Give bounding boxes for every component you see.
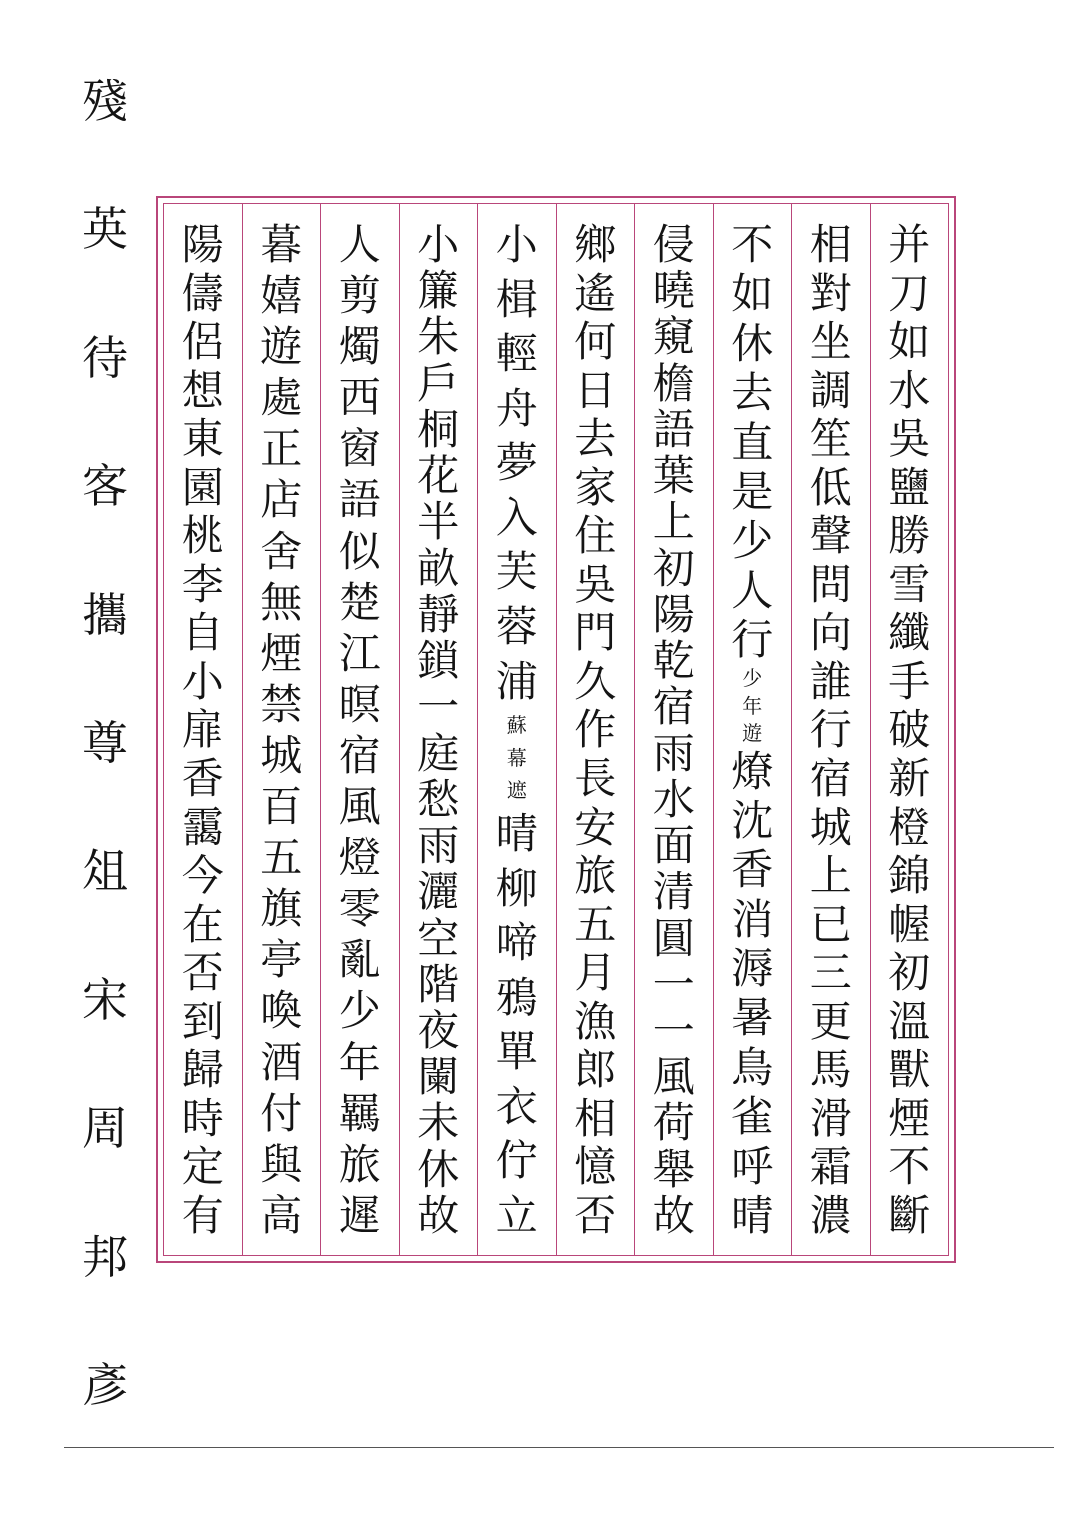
manuscript-column — [243, 204, 322, 1255]
poem-char: 歸 — [181, 1045, 224, 1095]
poem-char: 五 — [260, 833, 303, 883]
poem-char: 去 — [574, 414, 617, 464]
bottom-rule — [64, 1447, 1054, 1448]
annotation-char: 遊 — [742, 721, 763, 746]
manuscript-column — [478, 204, 557, 1255]
poem-char: 住 — [574, 511, 617, 561]
poem-char: 一 — [652, 959, 695, 1009]
poem-char: 笙 — [809, 414, 852, 464]
poem-char: 小 — [181, 656, 224, 706]
poem-char: 儔 — [181, 268, 224, 318]
poem-char: 亭 — [260, 935, 303, 985]
poem-char: 晴 — [731, 1190, 774, 1240]
poem-char: 燎 — [731, 746, 774, 796]
manuscript-column — [792, 204, 871, 1255]
poem-char: 獸 — [888, 1045, 931, 1095]
poem-char: 夜 — [417, 1005, 460, 1055]
poem-char: 半 — [417, 497, 460, 547]
poem-char: 休 — [731, 318, 774, 368]
poem-char: 舍 — [260, 526, 303, 576]
poem-char: 遙 — [574, 268, 617, 318]
poem-char: 晴 — [495, 808, 538, 858]
poem-char: 溽 — [731, 944, 774, 993]
poem-char: 無 — [260, 577, 303, 627]
manuscript-column — [871, 204, 949, 1255]
poem-char: 刀 — [888, 268, 931, 318]
title-char: 客 — [82, 459, 128, 514]
poem-char: 扉 — [181, 705, 224, 755]
poem-char: 煙 — [888, 1093, 931, 1143]
poem-char: 舉 — [652, 1144, 695, 1194]
poem-char: 遲 — [338, 1190, 381, 1240]
poem-char: 上 — [652, 497, 695, 547]
author-char: 彥 — [82, 1357, 128, 1412]
poem-char: 錦 — [888, 851, 931, 901]
poem-char: 在 — [181, 899, 224, 949]
poem-char: 已 — [809, 899, 852, 949]
poem-char: 少 — [338, 986, 381, 1036]
poem-char: 久 — [574, 656, 617, 706]
poem-char: 旅 — [574, 851, 617, 901]
poem-char: 消 — [731, 894, 774, 944]
poem-char: 憶 — [574, 1142, 617, 1192]
poem-char: 庭 — [417, 728, 460, 778]
poem-char: 問 — [809, 559, 852, 609]
poem-char: 桐 — [417, 404, 460, 454]
poem-char: 立 — [495, 1190, 538, 1240]
poem-char: 人 — [338, 220, 381, 269]
title-char: 俎 — [82, 844, 128, 899]
poem-char: 處 — [260, 373, 303, 423]
poem-char: 浦 — [495, 656, 538, 706]
poem-char: 楚 — [338, 577, 381, 627]
poem-char: 宿 — [809, 754, 852, 804]
poem-char: 簾 — [417, 266, 460, 316]
poem-char: 想 — [181, 365, 224, 415]
poem-char: 水 — [888, 365, 931, 415]
poem-char: 鎖 — [417, 636, 460, 686]
author-char: 宋 — [82, 972, 128, 1027]
title-char: 尊 — [82, 715, 128, 770]
poem-char: 空 — [417, 913, 460, 963]
poem-char: 何 — [574, 317, 617, 367]
poem-char: 時 — [181, 1093, 224, 1143]
poem-char: 纖 — [888, 608, 931, 658]
manuscript-columns — [163, 203, 949, 1256]
title-char: 攜 — [82, 587, 128, 642]
poem-char: 侶 — [181, 317, 224, 367]
poem-char: 故 — [652, 1190, 695, 1240]
poem-char: 鹽 — [888, 462, 931, 512]
poem-char: 鄉 — [574, 220, 617, 269]
poem-char: 雨 — [417, 821, 460, 871]
title-author-column — [60, 74, 150, 1412]
poem-char: 單 — [495, 1027, 538, 1077]
poem-char: 自 — [181, 608, 224, 658]
poem-char: 手 — [888, 656, 931, 706]
poem-char: 芙 — [495, 547, 538, 597]
poem-char: 否 — [181, 948, 224, 998]
poem-char: 夢 — [495, 438, 538, 488]
poem-char: 付 — [260, 1088, 303, 1138]
poem-char: 靄 — [181, 802, 224, 852]
poem-char: 燈 — [338, 833, 381, 883]
poem-char: 曉 — [652, 266, 695, 316]
poem-char: 今 — [181, 851, 224, 901]
manuscript-column — [400, 204, 479, 1255]
poem-char: 五 — [574, 899, 617, 949]
poem-char: 作 — [574, 705, 617, 755]
poem-char: 上 — [809, 851, 852, 901]
poem-char: 三 — [809, 948, 852, 998]
poem-char: 城 — [260, 730, 303, 780]
poem-char: 門 — [574, 608, 617, 658]
poem-char: 相 — [809, 220, 852, 269]
poem-char: 吳 — [574, 559, 617, 609]
poem-char: 剪 — [338, 271, 381, 321]
poem-char: 故 — [417, 1190, 460, 1240]
poem-char: 暝 — [338, 679, 381, 729]
poem-char: 直 — [731, 417, 774, 467]
poem-char: 幄 — [888, 899, 931, 949]
poem-char: 吳 — [888, 414, 931, 464]
poem-char: 呼 — [731, 1141, 774, 1191]
poem-char: 月 — [574, 948, 617, 998]
poem-char: 更 — [809, 996, 852, 1046]
poem-char: 旅 — [338, 1139, 381, 1189]
poem-char: 佇 — [495, 1136, 538, 1186]
poem-char: 桃 — [181, 511, 224, 561]
poem-char: 雪 — [888, 559, 931, 609]
poem-char: 溫 — [888, 996, 931, 1046]
poem-char: 雀 — [731, 1092, 774, 1142]
poem-char: 坐 — [809, 317, 852, 367]
poem-char: 香 — [181, 754, 224, 804]
poem-char: 濃 — [809, 1190, 852, 1240]
poem-char: 舟 — [495, 383, 538, 433]
poem-char: 初 — [652, 543, 695, 593]
poem-char: 是 — [731, 466, 774, 516]
poem-char: 去 — [731, 368, 774, 418]
annotation-char: 少 — [742, 666, 763, 691]
annotation-char: 遮 — [506, 778, 527, 803]
poem-char: 聲 — [809, 511, 852, 561]
poem-char: 鳥 — [731, 1042, 774, 1092]
annotation-char: 蘇 — [506, 713, 527, 738]
poem-char: 花 — [417, 451, 460, 501]
poem-char: 燭 — [338, 322, 381, 372]
poem-char: 相 — [574, 1093, 617, 1143]
annotation-char: 幕 — [506, 745, 527, 770]
poem-char: 對 — [809, 268, 852, 318]
poem-char: 破 — [888, 705, 931, 755]
poem-char: 如 — [888, 317, 931, 367]
poem-char: 安 — [574, 802, 617, 852]
poem-char: 亂 — [338, 935, 381, 985]
poem-char: 朱 — [417, 312, 460, 362]
poem-char: 定 — [181, 1142, 224, 1192]
poem-char: 馬 — [809, 1045, 852, 1095]
title-char: 英 — [82, 202, 128, 257]
poem-char: 啼 — [495, 918, 538, 968]
manuscript-column — [714, 204, 793, 1255]
poem-char: 喚 — [260, 986, 303, 1036]
manuscript-column — [557, 204, 636, 1255]
poem-char: 語 — [338, 475, 381, 525]
poem-char: 江 — [338, 628, 381, 678]
poem-char: 一 — [417, 682, 460, 732]
poem-char: 旗 — [260, 884, 303, 934]
poem-char: 禁 — [260, 679, 303, 729]
poem-char: 店 — [260, 475, 303, 525]
poem-char: 柳 — [495, 863, 538, 913]
manuscript-column — [635, 204, 714, 1255]
poem-char: 酒 — [260, 1037, 303, 1087]
poem-char: 與 — [260, 1139, 303, 1189]
poem-char: 不 — [731, 220, 774, 269]
poem-char: 風 — [652, 1052, 695, 1102]
poem-char: 滑 — [809, 1093, 852, 1143]
poem-char: 小 — [417, 220, 460, 269]
poem-char: 高 — [260, 1190, 303, 1240]
poem-char: 不 — [888, 1142, 931, 1192]
poem-char: 乾 — [652, 636, 695, 686]
poem-char: 到 — [181, 996, 224, 1046]
poem-char: 檐 — [652, 358, 695, 408]
poem-char: 入 — [495, 492, 538, 542]
poem-char: 長 — [574, 754, 617, 804]
poem-char: 似 — [338, 526, 381, 576]
poem-char: 并 — [888, 220, 931, 269]
manuscript-column — [164, 204, 243, 1255]
poem-char: 漁 — [574, 996, 617, 1046]
poem-char: 暮 — [260, 220, 303, 269]
poem-char: 勝 — [888, 511, 931, 561]
poem-char: 煙 — [260, 628, 303, 678]
poem-char: 荷 — [652, 1098, 695, 1148]
poem-char: 誰 — [809, 656, 852, 706]
poem-char: 戶 — [417, 358, 460, 408]
poem-char: 日 — [574, 365, 617, 415]
author-char: 邦 — [82, 1229, 128, 1284]
poem-char: 調 — [809, 365, 852, 415]
poem-char: 侵 — [652, 220, 695, 269]
poem-char: 階 — [417, 959, 460, 1009]
poem-char: 陽 — [181, 220, 224, 269]
poem-char: 否 — [574, 1190, 617, 1240]
poem-char: 一 — [652, 1005, 695, 1055]
poem-char: 嬉 — [260, 271, 303, 321]
poem-char: 零 — [338, 884, 381, 934]
poem-char: 年 — [338, 1037, 381, 1087]
poem-char: 人 — [731, 565, 774, 615]
poem-char: 小 — [495, 220, 538, 269]
poem-char: 畝 — [417, 543, 460, 593]
poem-char: 清 — [652, 867, 695, 917]
poem-char: 圓 — [652, 913, 695, 963]
poem-char: 蓉 — [495, 602, 538, 652]
poem-char: 羈 — [338, 1088, 381, 1138]
poem-char: 橙 — [888, 802, 931, 852]
poem-char: 西 — [338, 373, 381, 423]
poem-char: 窺 — [652, 312, 695, 362]
poem-char: 休 — [417, 1144, 460, 1194]
poem-char: 園 — [181, 462, 224, 512]
poem-char: 愁 — [417, 774, 460, 824]
poem-char: 行 — [809, 705, 852, 755]
poem-char: 斷 — [888, 1190, 931, 1240]
poem-char: 鴉 — [495, 972, 538, 1022]
poem-char: 有 — [181, 1190, 224, 1240]
poem-char: 雨 — [652, 728, 695, 778]
poem-char: 闌 — [417, 1052, 460, 1102]
poem-char: 宿 — [652, 682, 695, 732]
poem-char: 行 — [731, 615, 774, 664]
poem-char: 正 — [260, 424, 303, 474]
poem-char: 低 — [809, 462, 852, 512]
poem-char: 葉 — [652, 451, 695, 501]
poem-char: 楫 — [495, 274, 538, 324]
poem-char: 遊 — [260, 322, 303, 372]
poem-char: 面 — [652, 821, 695, 871]
poem-char: 水 — [652, 774, 695, 824]
poem-char: 香 — [731, 845, 774, 895]
poem-char: 靜 — [417, 589, 460, 639]
poem-char: 沈 — [731, 795, 774, 845]
title-char: 待 — [82, 330, 128, 385]
poem-char: 霜 — [809, 1142, 852, 1192]
title-char: 殘 — [82, 74, 128, 128]
manuscript-column — [321, 204, 400, 1255]
manuscript-frame — [156, 196, 956, 1263]
poem-char: 如 — [731, 269, 774, 319]
poem-char: 郎 — [574, 1045, 617, 1095]
poem-char: 衣 — [495, 1081, 538, 1131]
annotation-char: 年 — [742, 693, 763, 718]
poem-char: 輕 — [495, 329, 538, 379]
poem-char: 新 — [888, 754, 931, 804]
poem-char: 初 — [888, 948, 931, 998]
poem-char: 城 — [809, 802, 852, 852]
poem-char: 灑 — [417, 867, 460, 917]
poem-char: 百 — [260, 782, 303, 832]
poem-char: 李 — [181, 559, 224, 609]
poem-char: 宿 — [338, 730, 381, 780]
poem-char: 少 — [731, 516, 774, 566]
poem-char: 風 — [338, 782, 381, 832]
poem-char: 窗 — [338, 424, 381, 474]
poem-char: 東 — [181, 414, 224, 464]
poem-char: 暑 — [731, 993, 774, 1043]
author-char: 周 — [82, 1101, 128, 1156]
poem-char: 未 — [417, 1098, 460, 1148]
poem-char: 向 — [809, 608, 852, 658]
poem-char: 語 — [652, 404, 695, 454]
poem-char: 家 — [574, 462, 617, 512]
poem-char: 陽 — [652, 589, 695, 639]
